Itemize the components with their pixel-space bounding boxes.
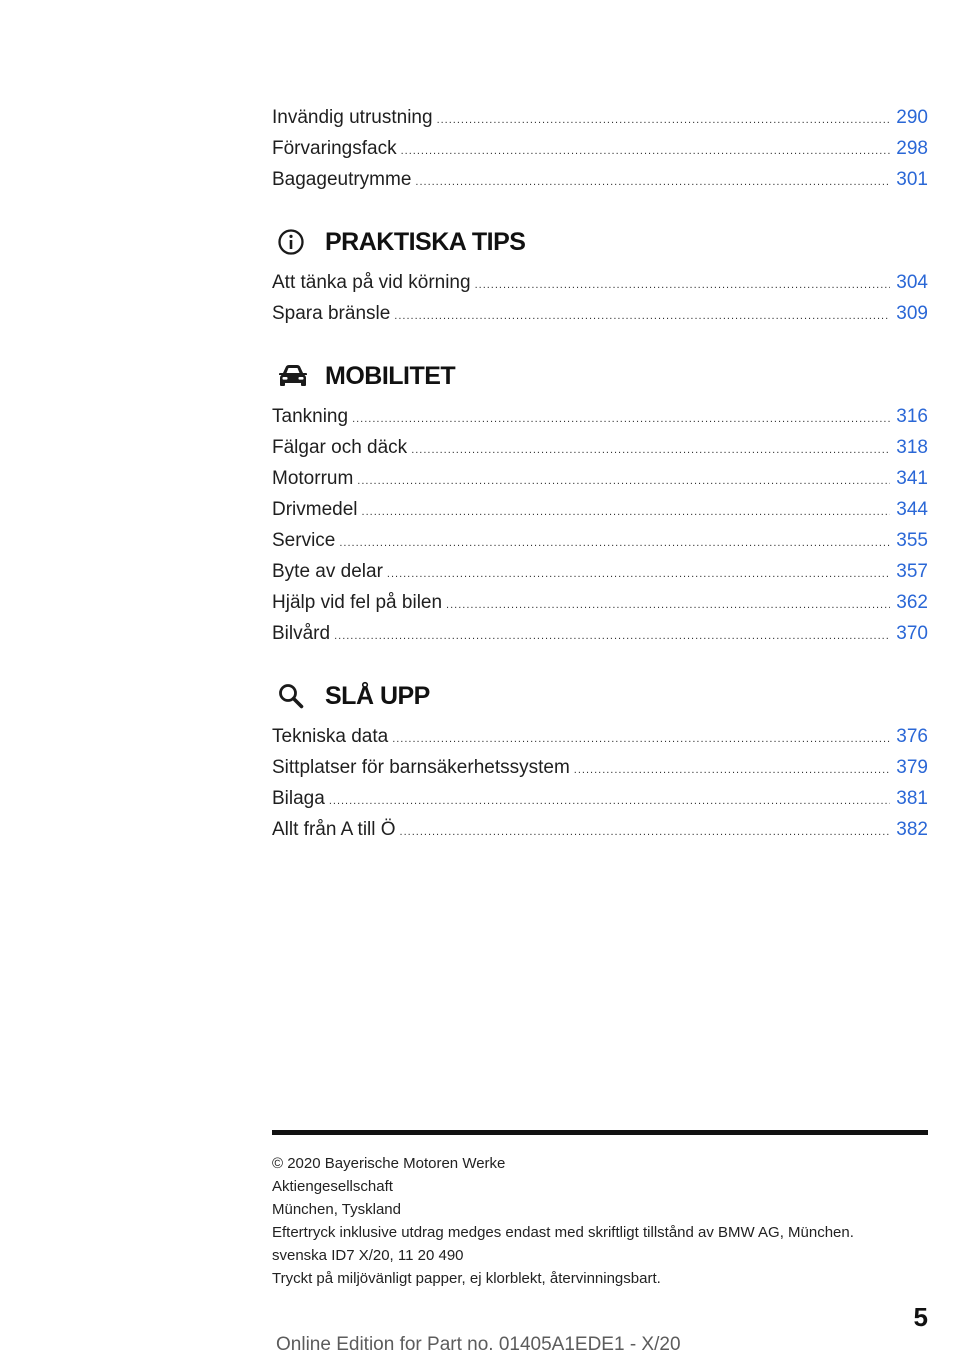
toc-entry-label: Förvaringsfack <box>272 138 397 159</box>
section-title: PRAKTISKA TIPS <box>325 227 526 256</box>
toc-entry-tankning[interactable] <box>272 401 928 432</box>
dot-leader <box>394 301 890 332</box>
toc-entry-att-tanka-pa-vid-korning[interactable] <box>272 267 928 298</box>
section-heading-praktiska-tips <box>272 225 928 259</box>
toc-entry-label: Att tänka på vid körning <box>272 272 471 293</box>
toc-page-link[interactable]: 304 <box>896 272 928 293</box>
toc-entry-allt-fran-a-till-o[interactable] <box>272 814 928 845</box>
toc-entry-label: Bilvård <box>272 623 331 644</box>
toc-page-link[interactable]: 382 <box>896 819 928 840</box>
toc-entry-falgar-och-dack[interactable] <box>272 432 928 463</box>
toc-entry-motorrum[interactable] <box>272 463 928 494</box>
toc-entry-label: Fälgar och däck <box>272 437 408 458</box>
footer-rule <box>272 1130 928 1135</box>
imprint-text <box>272 1152 928 1290</box>
toc-entry-label: Tankning <box>272 406 349 427</box>
toc-page-link[interactable]: 376 <box>896 726 928 747</box>
search-icon <box>272 679 312 713</box>
toc-entry-label: Bagageutrymme <box>272 169 412 190</box>
toc-entry-label: Motorrum <box>272 468 354 489</box>
toc-entry-label: Invändig utrustning <box>272 107 433 128</box>
section-title: MOBILITET <box>325 361 456 390</box>
dot-leader <box>415 167 890 198</box>
toc-page-link[interactable]: 298 <box>896 138 928 159</box>
section-title: SLÅ UPP <box>325 681 430 710</box>
dot-leader <box>392 724 890 755</box>
imprint-line: Aktiengesellschaft <box>272 1178 393 1195</box>
dot-leader <box>400 817 891 848</box>
toc-entry-bilaga[interactable] <box>272 783 928 814</box>
toc-entry-bilvard[interactable] <box>272 618 928 649</box>
dot-leader <box>334 621 890 652</box>
toc-page-link[interactable]: 381 <box>896 788 928 809</box>
page-number: 5 <box>913 1302 928 1332</box>
dot-leader <box>475 270 891 301</box>
imprint-line: Tryckt på miljövänligt papper, ej klorblekt, återvinningsbart. <box>272 1270 661 1287</box>
dot-leader <box>437 105 891 136</box>
dot-leader <box>339 528 890 559</box>
table-of-contents <box>272 102 928 845</box>
toc-page-link[interactable]: 362 <box>896 592 928 613</box>
imprint-line: Eftertryck inklusive utdrag medges endast med skriftligt tillstånd av BMW AG, München. <box>272 1224 854 1241</box>
toc-page-link[interactable]: 357 <box>896 561 928 582</box>
imprint-line: München, Tyskland <box>272 1201 401 1218</box>
dot-leader <box>574 755 891 786</box>
imprint-footer <box>272 1130 928 1290</box>
toc-entry-byte-av-delar[interactable] <box>272 556 928 587</box>
info-icon <box>272 225 312 259</box>
toc-entry-hjalp-vid-fel-pa-bilen[interactable] <box>272 587 928 618</box>
toc-entry-invandig-utrustning[interactable] <box>272 102 928 133</box>
toc-entry-label: Drivmedel <box>272 499 358 520</box>
imprint-line: © 2020 Bayerische Motoren Werke <box>272 1155 506 1172</box>
toc-page-link[interactable]: 290 <box>896 107 928 128</box>
toc-entry-tekniska-data[interactable] <box>272 721 928 752</box>
toc-entry-bagageutrymme[interactable] <box>272 164 928 195</box>
toc-entry-label: Tekniska data <box>272 726 389 747</box>
dot-leader <box>362 497 891 528</box>
toc-page-link[interactable]: 318 <box>896 437 928 458</box>
dot-leader <box>446 590 890 621</box>
dot-leader <box>411 435 890 466</box>
toc-entry-sittplatser-for-barnsakerhetssystem[interactable] <box>272 752 928 783</box>
section-heading-mobilitet <box>272 359 928 393</box>
toc-entry-label: Service <box>272 530 336 551</box>
toc-entry-label: Sittplatser för barnsäkerhetssystem <box>272 757 570 778</box>
toc-page-link[interactable]: 309 <box>896 303 928 324</box>
toc-page-link[interactable]: 301 <box>896 169 928 190</box>
dot-leader <box>329 786 890 817</box>
toc-page-link[interactable]: 316 <box>896 406 928 427</box>
toc-entry-forvaringsfack[interactable] <box>272 133 928 164</box>
toc-entry-spara-bransle[interactable] <box>272 298 928 329</box>
dot-leader <box>401 136 891 167</box>
imprint-line: svenska ID7 X/20, 11 20 490 <box>272 1247 464 1264</box>
toc-entry-service[interactable] <box>272 525 928 556</box>
online-edition-watermark: Online Edition for Part no. 01405A1EDE1 - X/20 <box>276 1334 681 1355</box>
dot-leader <box>357 466 890 497</box>
toc-entry-label: Hjälp vid fel på bilen <box>272 592 443 613</box>
toc-page-link[interactable]: 344 <box>896 499 928 520</box>
car-icon <box>272 359 312 393</box>
toc-entry-label: Spara bränsle <box>272 303 391 324</box>
dot-leader <box>387 559 890 590</box>
toc-entry-drivmedel[interactable] <box>272 494 928 525</box>
section-heading-sla-upp <box>272 679 928 713</box>
toc-entry-label: Byte av delar <box>272 561 383 582</box>
toc-entry-label: Allt från A till Ö <box>272 819 396 840</box>
toc-entry-label: Bilaga <box>272 788 325 809</box>
toc-page-link[interactable]: 341 <box>896 468 928 489</box>
toc-page-link[interactable]: 379 <box>896 757 928 778</box>
toc-page-link[interactable]: 355 <box>896 530 928 551</box>
dot-leader <box>352 404 890 435</box>
toc-page-link[interactable]: 370 <box>896 623 928 644</box>
